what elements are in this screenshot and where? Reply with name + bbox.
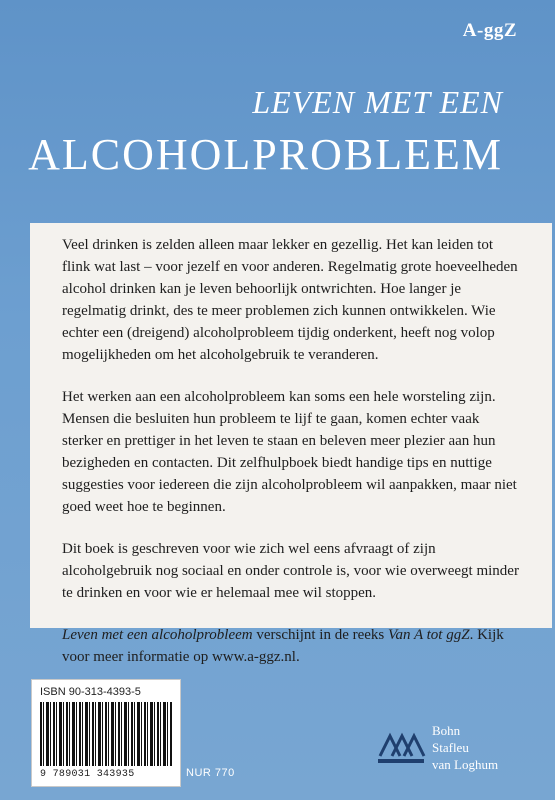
publisher-line-2: Stafleu [432,740,469,755]
book-title [28,84,503,177]
blurb-panel [30,223,552,665]
blurb-paragraph-3: Dit boek is geschreven voor wie zich wel eens afvraagt of zijn alcoholgebruik nog sociaal en onder controle is, voor wie overweegt minder te drinken en voor wie er helemaal mee wil stoppen. [62,541,519,601]
blurb-paragraph-4 [62,624,520,668]
publisher-line-3: van Loghum [432,757,499,772]
barcode-icon [40,702,172,766]
series-mark: A-ggZ [462,20,517,41]
publisher-block [376,722,536,782]
barcode-digits: 9 789031 343935 [40,769,135,780]
blurb-text [62,234,520,688]
website-text: . Kijk voor meer informatie op www.a-ggz.nl. [62,627,504,665]
series-name: Van A tot ggZ [388,627,470,643]
title-line-2: ALCOHOLPROBLEEM [28,130,503,179]
blurb-paragraph-2: Het werken aan een alcoholprobleem kan soms een hele worsteling zijn. Mensen die besluiten hun probleem te lijf te gaan, komen echter vaak sterker en prettiger in het leven te staan en beleven meer plezier aan hun bezigheden en contacten. Dit zelfhulpboek biedt handige tips en nuttige suggesties voor iedereen die zijn alcoholprobleem wil aanpakken, maar niet goed weet hoe te beginnen. [62,389,517,515]
barcode-label [31,679,181,787]
isbn-number: ISBN 90-313-4393-5 [40,686,141,698]
book-title-reference: Leven met een alcoholprobleem [62,627,253,643]
publisher-line-1: Bohn [432,723,461,738]
title-line-1: LEVEN MET EEN [252,84,503,120]
series-text: verschijnt in de reeks [252,627,389,643]
nur-code: NUR 770 [186,767,235,779]
publisher-logo-icon [376,726,426,770]
blurb-paragraph-1: Veel drinken is zelden alleen maar lekker en gezellig. Het kan leiden tot flink wat last – voor jezelf en voor anderen. Regelmatig grote hoeveelheden alcohol drinken kan je leven behoorlijk ontwrichten. Hoe langer je regelmatig drinkt, des te meer problemen zich kunnen ontwikkelen. Wie echter een (dreigend) alcoholprobleem tijdig onderkent, heeft nog volop mogelijkheden om het alcoholgebruik te veranderen. [62,237,518,363]
publisher-name [432,722,498,773]
